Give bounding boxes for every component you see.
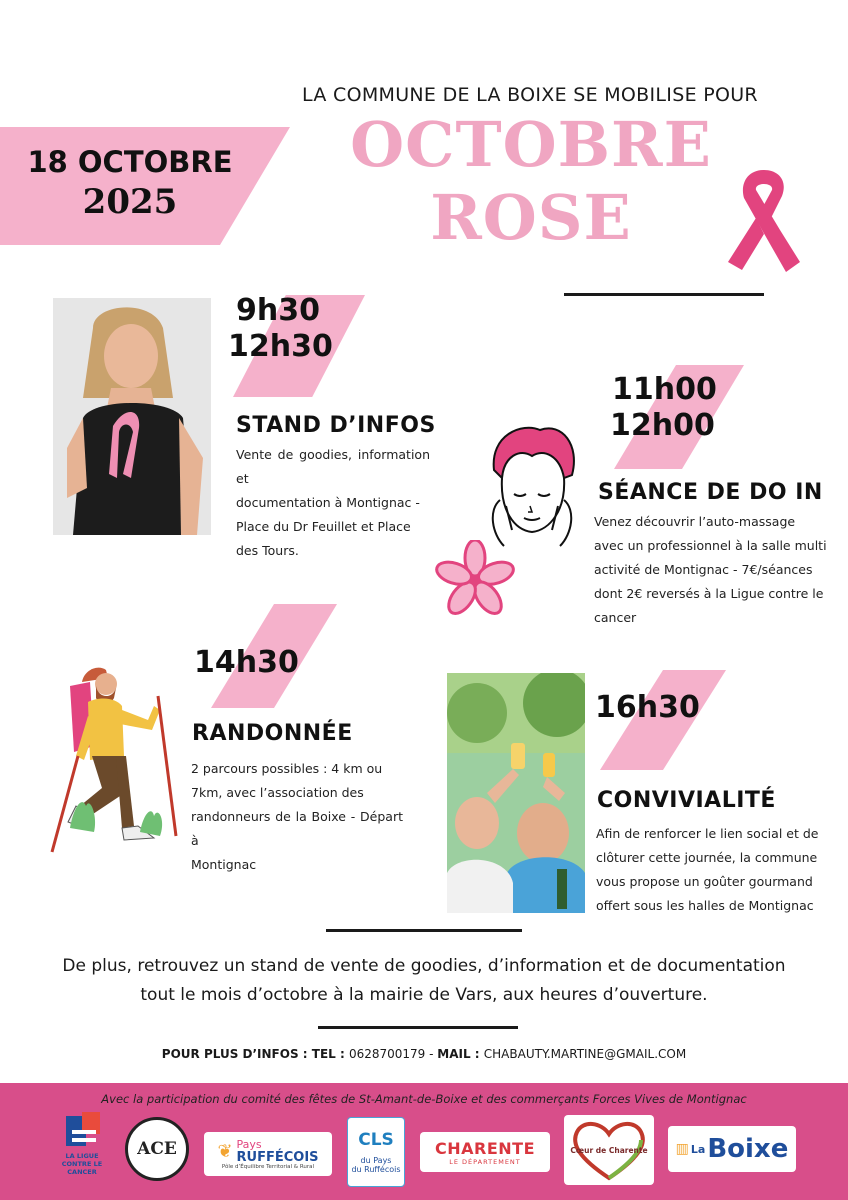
hiker-illustration — [50, 656, 180, 856]
pays-ruffecois-logo: ❦ Pays RUFFÉCOIS Pôle d’Équilibre Territorial & Rural — [204, 1132, 332, 1176]
contact-label: POUR PLUS D’INFOS : TEL : — [161, 1047, 349, 1061]
ace-logo: ACE — [125, 1117, 189, 1181]
contact-phone: 0628700179 — [348, 1047, 426, 1061]
activity-time-start: 9h30 — [236, 293, 320, 328]
toast-photo — [447, 673, 585, 913]
contact-line: POUR PLUS D’INFOS : TEL : 0628700179 - MAIL : CHABAUTY.MARTINE@GMAIL.COM — [161, 1047, 687, 1061]
event-date: 18 OCTOBRE — [27, 145, 233, 179]
activity-title: SÉANCE DE DO IN — [598, 480, 823, 505]
activity-time-end: 12h30 — [228, 329, 333, 364]
la-boixe-logo: ▥ La Boixe — [668, 1126, 796, 1172]
divider — [318, 1026, 518, 1029]
activity-title: CONVIVIALITÉ — [597, 788, 776, 813]
divider — [326, 929, 522, 932]
event-year: 2025 — [82, 182, 178, 222]
ligue-logo: LA LIGUE CONTRE LE CANCER — [52, 1112, 112, 1186]
footer-note: Avec la participation du comité des fêtes de St-Amant-de-Boixe et des commerçants Forces Vives de Montignac — [101, 1092, 747, 1106]
extra-info-text: De plus, retrouvez un stand de vente de goodies, d’information et de documentation tout le mois d’octobre à la mairie de Vars, aux heures d’ouverture. — [62, 956, 786, 1005]
woman-ribbon-photo — [53, 298, 211, 535]
activity-time-start: 11h00 — [612, 372, 717, 407]
activity-time-end: 12h00 — [610, 408, 715, 443]
activity-description: 2 parcours possibles : 4 km ou 7km, avec l’association des randonneurs de la Boixe - Départ à Montignac — [191, 761, 403, 872]
activity-time-start: 16h30 — [595, 690, 700, 725]
activity-description: Vente de goodies, information et documentation à Montignac - Place du Dr Feuillet et Place des Tours. — [236, 447, 430, 558]
charente-logo: CHARENTE LE DÉPARTEMENT — [420, 1132, 550, 1172]
activity-title: RANDONNÉE — [192, 721, 353, 746]
contact-email: CHABAUTY.MARTINE@GMAIL.COM — [483, 1047, 687, 1061]
coeur-de-charente-logo: Cœur de Charente — [564, 1115, 654, 1185]
activity-time-start: 14h30 — [194, 645, 299, 680]
page-title: OCTOBRE ROSE — [350, 108, 712, 254]
cls-logo: CLS du Pays du Ruffécois — [347, 1117, 405, 1187]
activity-description: Afin de renforcer le lien social et de clôturer cette journée, la commune vous propose un goûter gourmand offert sous les halles de Montignac — [596, 826, 819, 913]
activity-title: STAND D’INFOS — [236, 413, 436, 438]
pink-ribbon-icon — [722, 164, 806, 276]
face-towel-icon — [482, 420, 582, 550]
divider — [564, 293, 764, 296]
activity-description: Venez découvrir l’auto-massage avec un professionnel à la salle multi activité de Montignac - 7€/séances dont 2€ reversés à la Ligue contre le cancer — [594, 514, 827, 625]
flower-icon — [430, 540, 520, 620]
intro-text: LA COMMUNE DE LA BOIXE SE MOBILISE POUR — [302, 84, 758, 106]
contact-mail-label: MAIL : — [437, 1047, 484, 1061]
